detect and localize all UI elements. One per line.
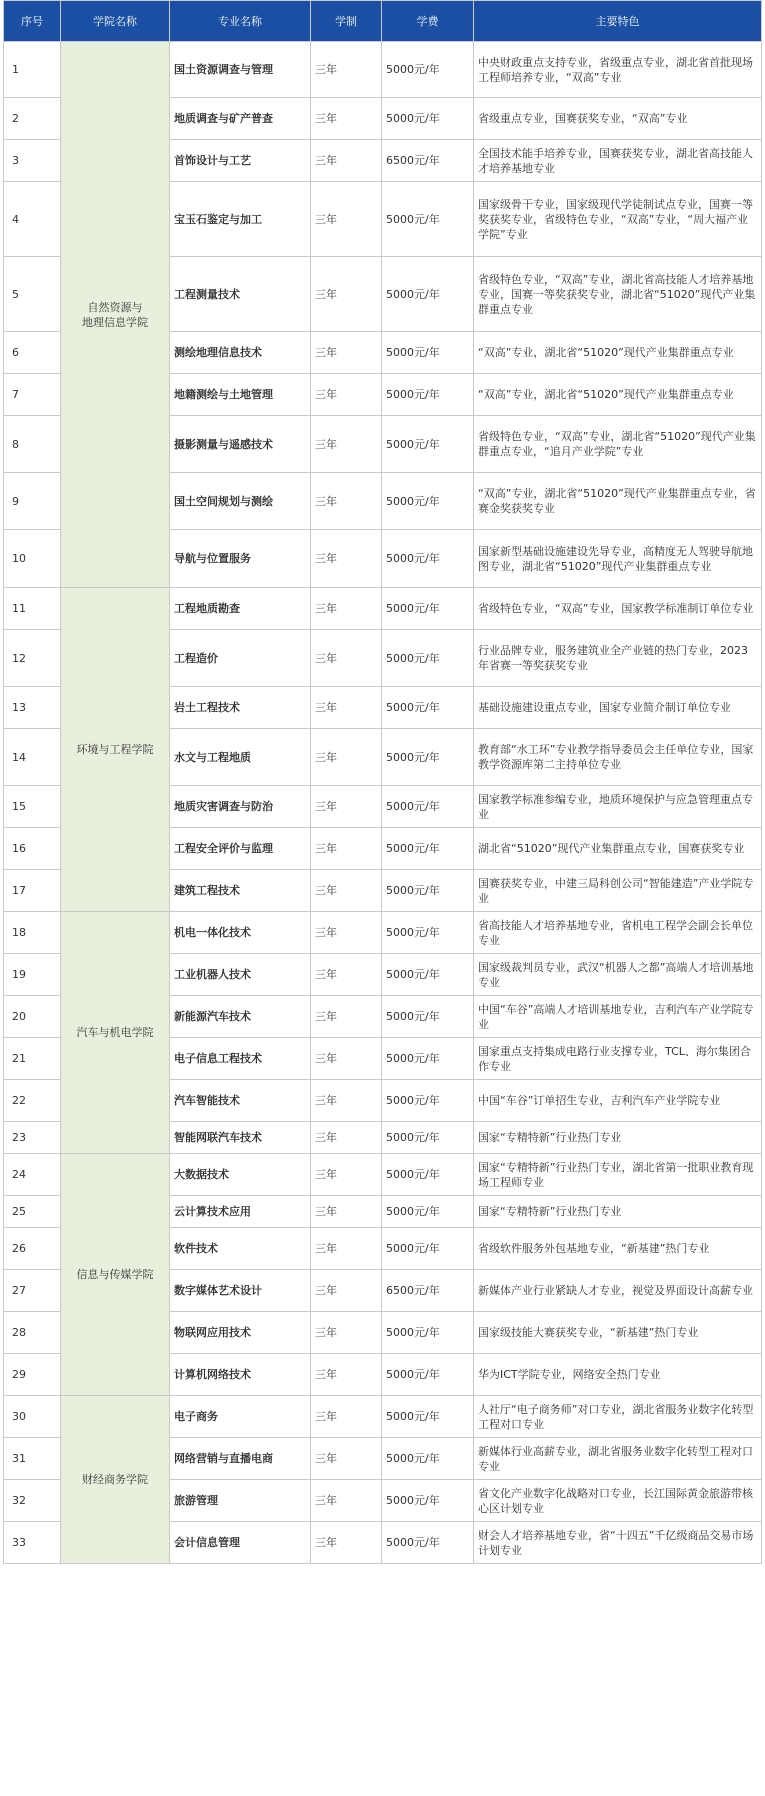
features: 国家级裁判员专业，武汉“机器人之都”高端人才培训基地专业: [474, 954, 762, 996]
tuition: 5000元/年: [382, 374, 474, 416]
major-name: 首饰设计与工艺: [170, 140, 311, 182]
tuition: 5000元/年: [382, 1438, 474, 1480]
features: 国家教学标准参编专业，地质环境保护与应急管理重点专业: [474, 786, 762, 828]
features: 国家级骨干专业，国家级现代学徒制试点专业，国赛一等奖获奖专业，省级特色专业，“双高”专业，“周大福产业学院”专业: [474, 182, 762, 257]
table-row: [4, 588, 762, 630]
duration: 三年: [311, 42, 382, 98]
college-name: [61, 1396, 170, 1564]
tuition: 5000元/年: [382, 870, 474, 912]
features: “双高”专业，湖北省“51020”现代产业集群重点专业，省赛金奖获奖专业: [474, 473, 762, 530]
major-name: 建筑工程技术: [170, 870, 311, 912]
major-name: 数字媒体艺术设计: [170, 1270, 311, 1312]
features: 湖北省“51020”现代产业集群重点专业，国赛获奖专业: [474, 828, 762, 870]
major-name: 导航与位置服务: [170, 530, 311, 588]
college-name: [61, 42, 170, 588]
college-name-line: 地理信息学院: [82, 315, 148, 329]
row-index: 23: [4, 1122, 61, 1154]
tuition: 5000元/年: [382, 1228, 474, 1270]
duration: 三年: [311, 1228, 382, 1270]
tuition: 5000元/年: [382, 1396, 474, 1438]
tuition: 5000元/年: [382, 182, 474, 257]
college-name: [61, 912, 170, 1154]
features: 教育部“水工环”专业教学指导委员会主任单位专业，国家教学资源库第二主持单位专业: [474, 729, 762, 786]
features: “双高”专业，湖北省“51020”现代产业集群重点专业: [474, 332, 762, 374]
features: 国赛获奖专业，中建三局科创公司“智能建造”产业学院专业: [474, 870, 762, 912]
tuition: 5000元/年: [382, 588, 474, 630]
tuition: 5000元/年: [382, 1196, 474, 1228]
tuition: 5000元/年: [382, 530, 474, 588]
college-name-line: 财经商务学院: [82, 1473, 148, 1486]
duration: 三年: [311, 996, 382, 1038]
tuition: 5000元/年: [382, 1038, 474, 1080]
duration: 三年: [311, 1080, 382, 1122]
header-college: 学院名称: [61, 1, 170, 42]
tuition: 5000元/年: [382, 996, 474, 1038]
table-row: [4, 1396, 762, 1438]
tuition: 5000元/年: [382, 1080, 474, 1122]
major-name: 大数据技术: [170, 1154, 311, 1196]
major-name: 宝玉石鉴定与加工: [170, 182, 311, 257]
college-name: [61, 588, 170, 912]
duration: 三年: [311, 182, 382, 257]
major-name: 电子信息工程技术: [170, 1038, 311, 1080]
major-name: 工程地质勘查: [170, 588, 311, 630]
row-index: 17: [4, 870, 61, 912]
row-index: 25: [4, 1196, 61, 1228]
row-index: 18: [4, 912, 61, 954]
table-row: [4, 42, 762, 98]
major-name: 软件技术: [170, 1228, 311, 1270]
tuition: 5000元/年: [382, 1154, 474, 1196]
features: 省高技能人才培养基地专业，省机电工程学会副会长单位专业: [474, 912, 762, 954]
header-major: 专业名称: [170, 1, 311, 42]
duration: 三年: [311, 630, 382, 687]
features: 行业品牌专业，服务建筑业全产业链的热门专业，2023年省赛一等奖获奖专业: [474, 630, 762, 687]
row-index: 2: [4, 98, 61, 140]
duration: 三年: [311, 1122, 382, 1154]
row-index: 14: [4, 729, 61, 786]
header-features: 主要特色: [474, 1, 762, 42]
header-duration: 学制: [311, 1, 382, 42]
row-index: 4: [4, 182, 61, 257]
row-index: 1: [4, 42, 61, 98]
tuition: 5000元/年: [382, 828, 474, 870]
duration: 三年: [311, 1038, 382, 1080]
duration: 三年: [311, 374, 382, 416]
row-index: 13: [4, 687, 61, 729]
tuition: 5000元/年: [382, 1480, 474, 1522]
duration: 三年: [311, 687, 382, 729]
table-row: [4, 912, 762, 954]
tuition: 5000元/年: [382, 1312, 474, 1354]
tuition: 6500元/年: [382, 140, 474, 182]
tuition: 5000元/年: [382, 332, 474, 374]
majors-table: [3, 0, 762, 1564]
features: 省级重点专业，国赛获奖专业，“双高”专业: [474, 98, 762, 140]
features: 中央财政重点支持专业，省级重点专业，湖北省首批现场工程师培养专业，“双高”专业: [474, 42, 762, 98]
features: 国家“专精特新”行业热门专业: [474, 1122, 762, 1154]
row-index: 9: [4, 473, 61, 530]
row-index: 21: [4, 1038, 61, 1080]
major-name: 云计算技术应用: [170, 1196, 311, 1228]
features: 省级特色专业，“双高”专业，湖北省“51020”现代产业集群重点专业，“追月产业学院”专业: [474, 416, 762, 473]
features: 国家“专精特新”行业热门专业，湖北省第一批职业教育现场工程师专业: [474, 1154, 762, 1196]
duration: 三年: [311, 1354, 382, 1396]
tuition: 5000元/年: [382, 1122, 474, 1154]
duration: 三年: [311, 1154, 382, 1196]
duration: 三年: [311, 828, 382, 870]
major-name: 地质调查与矿产普查: [170, 98, 311, 140]
row-index: 10: [4, 530, 61, 588]
major-name: 地质灾害调查与防治: [170, 786, 311, 828]
row-index: 24: [4, 1154, 61, 1196]
duration: 三年: [311, 1522, 382, 1564]
college-name-line: 自然资源与: [87, 300, 143, 314]
tuition: 5000元/年: [382, 98, 474, 140]
major-name: 工程造价: [170, 630, 311, 687]
features: 新媒体行业高薪专业，湖北省服务业数字化转型工程对口专业: [474, 1438, 762, 1480]
tuition: 5000元/年: [382, 257, 474, 332]
major-name: 物联网应用技术: [170, 1312, 311, 1354]
row-index: 28: [4, 1312, 61, 1354]
duration: 三年: [311, 786, 382, 828]
duration: 三年: [311, 1438, 382, 1480]
duration: 三年: [311, 332, 382, 374]
row-index: 26: [4, 1228, 61, 1270]
major-name: 计算机网络技术: [170, 1354, 311, 1396]
major-name: 摄影测量与遥感技术: [170, 416, 311, 473]
row-index: 5: [4, 257, 61, 332]
tuition: 5000元/年: [382, 1522, 474, 1564]
major-name: 岩土工程技术: [170, 687, 311, 729]
major-name: 旅游管理: [170, 1480, 311, 1522]
duration: 三年: [311, 257, 382, 332]
row-index: 6: [4, 332, 61, 374]
major-name: 工程安全评价与监理: [170, 828, 311, 870]
features: 国家级技能大赛获奖专业，“新基建”热门专业: [474, 1312, 762, 1354]
row-index: 12: [4, 630, 61, 687]
major-name: 地籍测绘与土地管理: [170, 374, 311, 416]
duration: 三年: [311, 729, 382, 786]
features: 中国“车谷”订单招生专业，吉利汽车产业学院专业: [474, 1080, 762, 1122]
duration: 三年: [311, 1396, 382, 1438]
tuition: 5000元/年: [382, 786, 474, 828]
row-index: 27: [4, 1270, 61, 1312]
table-row: [4, 1154, 762, 1196]
major-name: 工程测量技术: [170, 257, 311, 332]
tuition: 5000元/年: [382, 42, 474, 98]
tuition: 5000元/年: [382, 416, 474, 473]
duration: 三年: [311, 1196, 382, 1228]
tuition: 5000元/年: [382, 954, 474, 996]
row-index: 19: [4, 954, 61, 996]
college-name-line: 信息与传媒学院: [76, 1268, 154, 1281]
duration: 三年: [311, 588, 382, 630]
tuition: 5000元/年: [382, 687, 474, 729]
row-index: 16: [4, 828, 61, 870]
major-name: 测绘地理信息技术: [170, 332, 311, 374]
row-index: 31: [4, 1438, 61, 1480]
major-name: 工业机器人技术: [170, 954, 311, 996]
tuition: 6500元/年: [382, 1270, 474, 1312]
row-index: 22: [4, 1080, 61, 1122]
header-index: 序号: [4, 1, 61, 42]
row-index: 11: [4, 588, 61, 630]
features: 国家新型基础设施建设先导专业，高精度无人驾驶导航地图专业，湖北省“51020”现代产业集群重点专业: [474, 530, 762, 588]
college-name-line: 汽车与机电学院: [76, 1026, 154, 1039]
tuition: 5000元/年: [382, 630, 474, 687]
features: 华为ICT学院专业，网络安全热门专业: [474, 1354, 762, 1396]
major-name: 汽车智能技术: [170, 1080, 311, 1122]
features: 新媒体产业行业紧缺人才专业，视觉及界面设计高薪专业: [474, 1270, 762, 1312]
tuition: 5000元/年: [382, 912, 474, 954]
features: 省级软件服务外包基地专业，“新基建”热门专业: [474, 1228, 762, 1270]
duration: 三年: [311, 416, 382, 473]
major-name: 国土资源调查与管理: [170, 42, 311, 98]
major-name: 水文与工程地质: [170, 729, 311, 786]
tuition: 5000元/年: [382, 473, 474, 530]
row-index: 32: [4, 1480, 61, 1522]
row-index: 3: [4, 140, 61, 182]
tuition: 5000元/年: [382, 729, 474, 786]
features: 基础设施建设重点专业，国家专业简介制订单位专业: [474, 687, 762, 729]
row-index: 20: [4, 996, 61, 1038]
row-index: 7: [4, 374, 61, 416]
features: 省级特色专业，“双高”专业，国家教学标准制订单位专业: [474, 588, 762, 630]
features: “双高”专业，湖北省“51020”现代产业集群重点专业: [474, 374, 762, 416]
duration: 三年: [311, 1270, 382, 1312]
features: 国家“专精特新”行业热门专业: [474, 1196, 762, 1228]
duration: 三年: [311, 140, 382, 182]
row-index: 15: [4, 786, 61, 828]
major-name: 电子商务: [170, 1396, 311, 1438]
row-index: 8: [4, 416, 61, 473]
header-row: [4, 1, 762, 42]
features: 人社厅“电子商务师”对口专业，湖北省服务业数字化转型工程对口专业: [474, 1396, 762, 1438]
features: 财会人才培养基地专业，省“十四五”千亿级商品交易市场计划专业: [474, 1522, 762, 1564]
college-name-line: 环境与工程学院: [76, 743, 154, 756]
row-index: 29: [4, 1354, 61, 1396]
duration: 三年: [311, 1312, 382, 1354]
duration: 三年: [311, 1480, 382, 1522]
duration: 三年: [311, 912, 382, 954]
major-name: 机电一体化技术: [170, 912, 311, 954]
row-index: 33: [4, 1522, 61, 1564]
major-name: 网络营销与直播电商: [170, 1438, 311, 1480]
features: 省文化产业数字化战略对口专业，长江国际黄金旅游带核心区计划专业: [474, 1480, 762, 1522]
table-body: [4, 42, 762, 1564]
college-name: [61, 1154, 170, 1396]
tuition: 5000元/年: [382, 1354, 474, 1396]
major-name: 新能源汽车技术: [170, 996, 311, 1038]
features: 省级特色专业，“双高”专业，湖北省高技能人才培养基地专业，国赛一等奖获奖专业，湖北省“51020”现代产业集群重点专业: [474, 257, 762, 332]
major-name: 智能网联汽车技术: [170, 1122, 311, 1154]
duration: 三年: [311, 954, 382, 996]
features: 中国“车谷”高端人才培训基地专业，吉利汽车产业学院专业: [474, 996, 762, 1038]
major-name: 会计信息管理: [170, 1522, 311, 1564]
features: 全国技术能手培养专业，国赛获奖专业，湖北省高技能人才培养基地专业: [474, 140, 762, 182]
major-name: 国土空间规划与测绘: [170, 473, 311, 530]
duration: 三年: [311, 870, 382, 912]
features: 国家重点支持集成电路行业支撑专业，TCL、海尔集团合作专业: [474, 1038, 762, 1080]
header-tuition: 学费: [382, 1, 474, 42]
duration: 三年: [311, 530, 382, 588]
row-index: 30: [4, 1396, 61, 1438]
duration: 三年: [311, 98, 382, 140]
duration: 三年: [311, 473, 382, 530]
